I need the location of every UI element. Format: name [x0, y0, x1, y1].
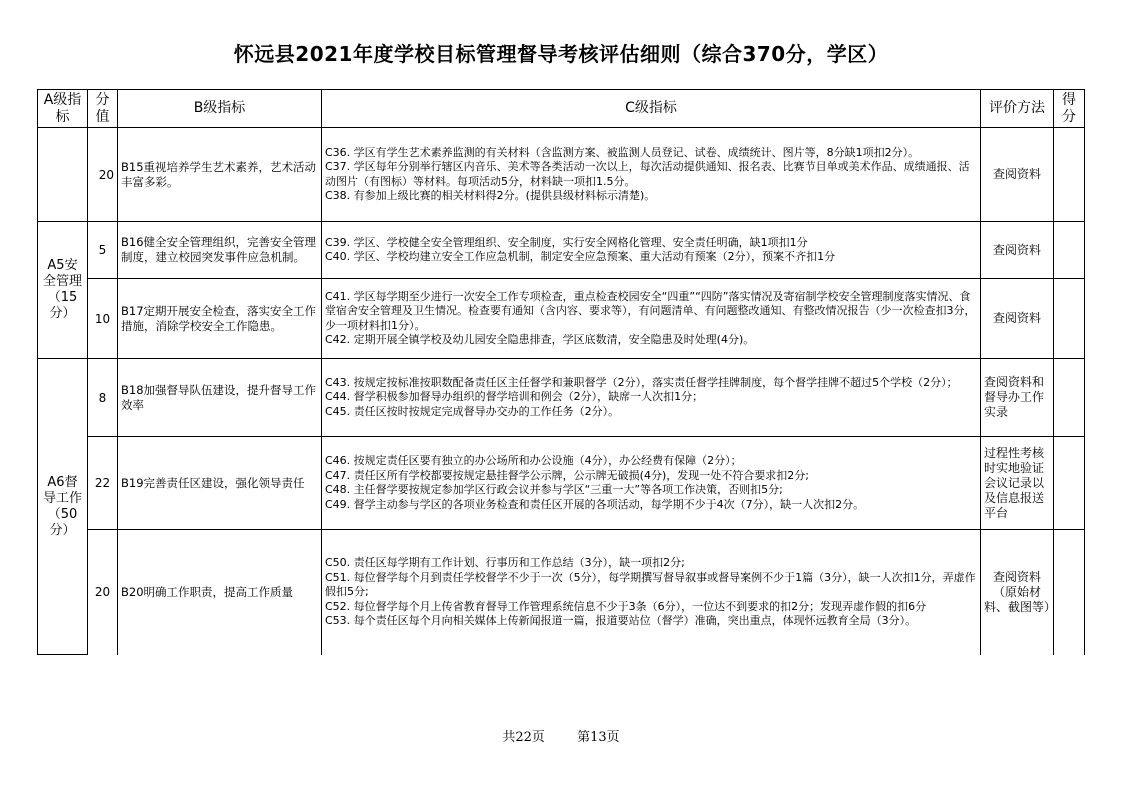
header-c-level: C级指标: [322, 90, 981, 128]
method-cell: 过程性考核时实地验证会议记录以及信息报送平台: [981, 437, 1054, 530]
b-level-cell: B17定期开展安全检查，落实安全工作措施，消除学校安全工作隐患。: [118, 279, 322, 359]
points-cell: [1054, 279, 1085, 359]
points-cell: [1054, 222, 1085, 279]
c-item: C42. 定期开展全镇学校及幼儿园安全隐患排查，学区底数清，安全隐患及时处理(4分)。: [325, 333, 755, 346]
b-level-cell: B20明确工作职责，提高工作质量: [118, 530, 322, 655]
method-cell: 查阅资料（原始材料、截图等）: [981, 530, 1054, 655]
header-score: 分值: [88, 90, 118, 128]
c-item: C37. 学区每年分别举行辖区内音乐、美术等各类活动一次以上，每次活动提供通知、报名表、比赛节目单或美术作品、成绩通报、活动图片（有图标）等材料。每项活动5分，材料缺一项扣1.5分。: [325, 160, 970, 188]
c-item: C40. 学区、学校均建立安全工作应急机制，制定安全应急预案、重大活动有预案（2分），预案不齐扣1分: [325, 250, 836, 263]
table-row: [38, 279, 1085, 359]
header-a-level: A级指标: [38, 90, 88, 128]
a-level-cell: [38, 128, 88, 222]
table-header-row: [38, 90, 1085, 128]
c-item: C39. 学区、学校健全安全管理组织、安全制度，实行安全网格化管理、安全责任明确，缺1项扣1分: [325, 235, 808, 249]
method-cell: 查阅资料和督导办工作实录: [981, 359, 1054, 437]
c-item: C43. 按规定按标准按职数配备责任区主任督学和兼职督学（2分），落实责任督学挂牌制度，每个督学挂牌不超过5个学校（2分）；: [325, 375, 958, 389]
header-method: 评价方法: [981, 90, 1054, 128]
points-cell: [1054, 128, 1085, 222]
c-item: C48. 主任督学要按规定参加学区行政会议并参与学区“三重一大”等各项工作决策，否则扣5分;: [325, 483, 783, 496]
method-cell: 查阅资料: [981, 279, 1054, 359]
c-item: C38. 有参加上级比赛的相关材料得2分。(提供县级材料标示清楚)。: [325, 189, 656, 202]
table-row: [38, 222, 1085, 279]
c-item: C46. 按规定责任区要有独立的办公场所和办公设施（4分），办公经费有保障（2分）；: [325, 454, 742, 467]
c-level-cell: [322, 128, 981, 222]
evaluation-table: [37, 89, 1085, 655]
c-item: C44. 督学积极参加督导办组织的督学培训和例会（2分），缺席一人次扣1分；: [325, 390, 704, 404]
b-level-cell: B19完善责任区建设，强化领导责任: [118, 437, 322, 530]
table-row: [38, 437, 1085, 530]
table-row: [38, 359, 1085, 437]
score-cell: 10: [88, 279, 118, 359]
points-cell: [1054, 359, 1085, 437]
score-cell: 22: [88, 437, 118, 530]
c-item: C41. 学区每学期至少进行一次安全工作专项检查，重点检查校园安全“四重”“四防”落实情况及寄宿制学校安全管理制度落实情况、食堂宿舍安全管理及卫生情况。检查要有通知（含内容、要求等），有问题清单、有问题整改通知、有整改情况报告（少一次检查扣3分，少一项材料扣1分）。: [325, 289, 976, 332]
header-b-level: B级指标: [118, 90, 322, 128]
c-item: C50. 责任区每学期有工作计划、行事历和工作总结（3分），缺一项扣2分;: [325, 556, 685, 569]
score-cell: 8: [88, 359, 118, 437]
method-cell: 查阅资料: [981, 128, 1054, 222]
header-points: 得分: [1054, 90, 1085, 128]
c-item: C51. 每位督学每个月到责任学校督学不少于一次（5分），每学期撰写督导叙事或督导案例不少于1篇（3分），缺一人次扣1分，弄虚作假扣5分;: [325, 570, 976, 598]
c-item: C47. 责任区所有学校都要按规定悬挂督学公示牌，公示牌无破损(4分)，发现一处不符合要求扣2分;: [325, 468, 809, 482]
points-cell: [1054, 437, 1085, 530]
c-level-cell: [322, 222, 981, 279]
table-row: [38, 128, 1085, 222]
score-cell: 5: [88, 222, 118, 279]
a-level-group-a6: A6督导工作（50分）: [38, 359, 88, 655]
page-number: 第13页: [577, 730, 620, 745]
c-item: C49. 督学主动参与学区的各项业务检查和责任区开展的各项活动，每学期不少于4次（7分），缺一人次扣2分。: [325, 497, 865, 511]
page-footer: [0, 726, 1122, 745]
c-item: C52. 每位督学每个月上传省教育督导工作管理系统信息不少于3条（6分），一位达不到要求的扣2分；发现弄虚作假的扣6分: [325, 599, 927, 613]
a-level-group-a5: A5安全管理（15分）: [38, 222, 88, 359]
c-level-cell: [322, 530, 981, 655]
c-item: C45. 责任区按时按规定完成督导办交办的工作任务（2分）。: [325, 404, 620, 418]
c-level-cell: [322, 437, 981, 530]
page-total: 共22页: [502, 730, 545, 745]
c-item: C53. 每个责任区每个月向相关媒体上传新闻报道一篇，报道要站位（督学）准确，突出重点，体现怀远教育全局（3分）。: [325, 614, 917, 627]
c-item: C36. 学区有学生艺术素养监测的有关材料（含监测方案、被监测人员登记、试卷、成绩统计、图片等，8分缺1项扣2分）。: [325, 145, 920, 159]
c-level-cell: [322, 279, 981, 359]
b-level-cell: B18加强督导队伍建设，提升督导工作效率: [118, 359, 322, 437]
page-title: 怀远县2021年度学校目标管理督导考核评估细则（综合370分，学区）: [233, 42, 889, 66]
b-level-cell: B16健全安全管理组织，完善安全管理制度，建立校园突发事件应急机制。: [118, 222, 322, 279]
score-cell: 20: [88, 530, 118, 655]
points-cell: [1054, 530, 1085, 655]
b-level-cell: B15重视培养学生艺术素养，艺术活动丰富多彩。: [118, 128, 322, 222]
c-level-cell: [322, 359, 981, 437]
method-cell: 查阅资料: [981, 222, 1054, 279]
score-cell: 20: [88, 128, 118, 222]
table-row: [38, 530, 1085, 655]
